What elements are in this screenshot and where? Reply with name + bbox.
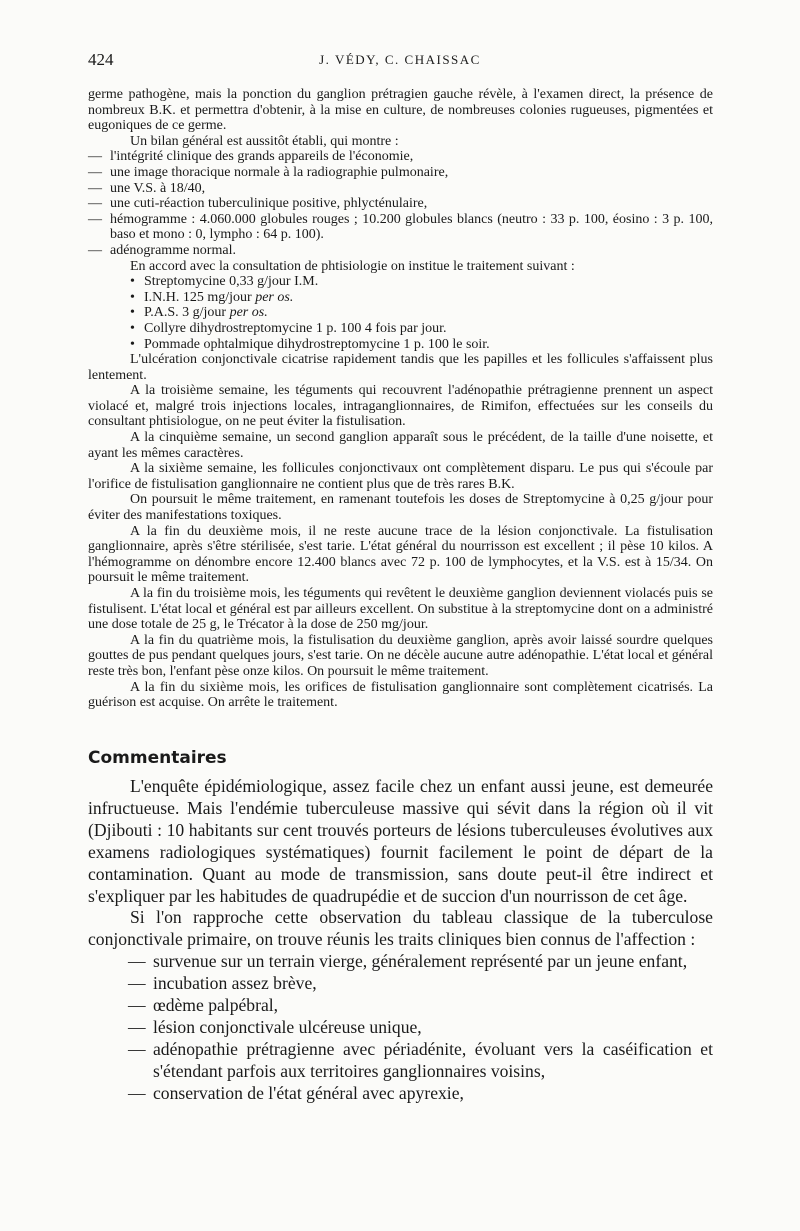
commentaires-section	[88, 776, 713, 1105]
treatment-item: • I.N.H. 125 mg/jour per os.	[88, 290, 713, 306]
paragraph: A la fin du sixième mois, les orifices de fistulisation ganglionnaire sont complètement cicatrisés. La guérison est acquise. On arrête le traitement.	[88, 679, 713, 711]
list-item: — lésion conjonctivale ulcéreuse unique,	[88, 1017, 713, 1039]
paragraph: Si l'on rapproche cette observation du tableau classique de la tuberculose conjonctivale primaire, on trouve réunis les traits cliniques bien connus de l'affection :	[88, 907, 713, 950]
treatment-item: • Collyre dihydrostreptomycine 1 p. 100 4 fois par jour.	[88, 321, 713, 337]
paragraph: On poursuit le même traitement, en ramenant toutefois les doses de Streptomycine à 0,25 g/jour pour éviter des manifestations toxiques.	[88, 492, 713, 524]
paragraph: germe pathogène, mais la ponction du ganglion prétragien gauche révèle, à l'examen direct, la présence de nombreux B.K. et permettra d'obtenir, à la mise en culture, de nombreuses colonies rugueuses, pigmentées et eugoniques de ce germe.	[88, 87, 713, 134]
list-item: — conservation de l'état général avec apyrexie,	[88, 1083, 713, 1105]
paragraph: L'enquête épidémiologique, assez facile chez un enfant aussi jeune, est demeurée infructueuse. Mais l'endémie tuberculeuse massive qui sévit dans la région où il vit (Djibouti : 10 habitants sur cent trouvés porteurs de lésions tuberculeuses évolutives aux examens radiologiques systématiques) fournit facilement le point de départ de la contamination. Quant au mode de transmission, sans doute peut-il être indirect et s'expliquer par les habitudes de quadrupédie et de succion d'un nourrisson de cet âge.	[88, 776, 713, 906]
paragraph: A la cinquième semaine, un second ganglion apparaît sous le précédent, de la taille d'une noisette, et ayant les mêmes caractères.	[88, 430, 713, 461]
list-item: — œdème palpébral,	[88, 995, 713, 1017]
paragraph: Un bilan général est aussitôt établi, qui montre :	[130, 133, 399, 149]
case-report	[88, 87, 713, 711]
paragraph: A la fin du troisième mois, les téguments qui revêtent le deuxième ganglion deviennent violacés puis se fistulisent. L'état local et général est par ailleurs excellent. On substitue à la streptomycine dont on a administré une dose totale de 25 g, le Trécator à la dose de 250 mg/jour.	[88, 586, 713, 633]
list-item: — l'intégrité clinique des grands appareils de l'économie,	[88, 149, 713, 165]
running-head: J. VÉDY, C. CHAISSAC	[319, 52, 481, 67]
paragraph: A la fin du quatrième mois, la fistulisation du deuxième ganglion, après avoir laissé sourdre quelques gouttes de pus pendant quelques jours, s'est tarie. On ne décèle aucune autre adénopathie. L'état local et général reste très bon, l'enfant pèse onze kilos. On poursuit le même traitement.	[88, 632, 713, 679]
section-heading: Commentaires	[88, 748, 227, 768]
list-item: — une cuti-réaction tuberculinique positive, phlycténulaire,	[88, 196, 713, 212]
page-header	[88, 50, 712, 70]
treatment-item: • P.A.S. 3 g/jour per os.	[88, 305, 713, 321]
treatment-item: • Pommade ophtalmique dihydrostreptomycine 1 p. 100 le soir.	[88, 337, 713, 353]
list-item: — une image thoracique normale à la radiographie pulmonaire,	[88, 165, 713, 181]
list-item: — incubation assez brève,	[88, 973, 713, 995]
treatment-item: • Streptomycine 0,33 g/jour I.M.	[88, 274, 713, 290]
list-item: — survenue sur un terrain vierge, généralement représenté par un jeune enfant,	[88, 951, 713, 973]
paragraph: A la sixième semaine, les follicules conjonctivaux ont complètement disparu. Le pus qui s'écoule par l'orifice de fistulisation ganglionnaire ne contient plus que de très rares B.K.	[88, 461, 713, 492]
paragraph: L'ulcération conjonctivale cicatrise rapidement tandis que les papilles et les follicules s'affaissent plus lentement.	[88, 352, 713, 383]
paragraph: A la troisième semaine, les téguments qui recouvrent l'adénopathie prétragienne prennent un aspect violacé et, malgré trois injections locales, intraganglionnaires, de Rimifon, effectuées sur les conseils du consultant phtisiologue, on ne peut éviter la fistulisation.	[88, 383, 713, 430]
list-item: — adénopathie prétragienne avec périadénite, évoluant vers la caséification et s'étendant parfois aux territoires ganglionnaires voisins,	[88, 1039, 713, 1083]
paragraph: En accord avec la consultation de phtisiologie on institue le traitement suivant :	[130, 258, 575, 274]
list-item: — hémogramme : 4.060.000 globules rouges ; 10.200 globules blancs (neutro : 33 p. 100, éosino : 3 p. 100, baso et mono : 0, lympho : 64 p. 100).	[88, 212, 713, 243]
list-item: — adénogramme normal.	[88, 243, 713, 259]
list-item: — une V.S. à 18/40,	[88, 181, 713, 197]
page-number: 424	[88, 50, 114, 69]
paragraph: A la fin du deuxième mois, il ne reste aucune trace de la lésion conjonctivale. La fistulisation ganglionnaire, après s'être stérilisée, s'est tarie. L'état général du nourrisson est excellent ; il pèse 10 kilos. A l'hémogramme on dénombre encore 12.400 blancs avec 72 p. 100 de lymphocytes, et la V.S. est à 15/34. On poursuit le même traitement.	[88, 523, 713, 586]
